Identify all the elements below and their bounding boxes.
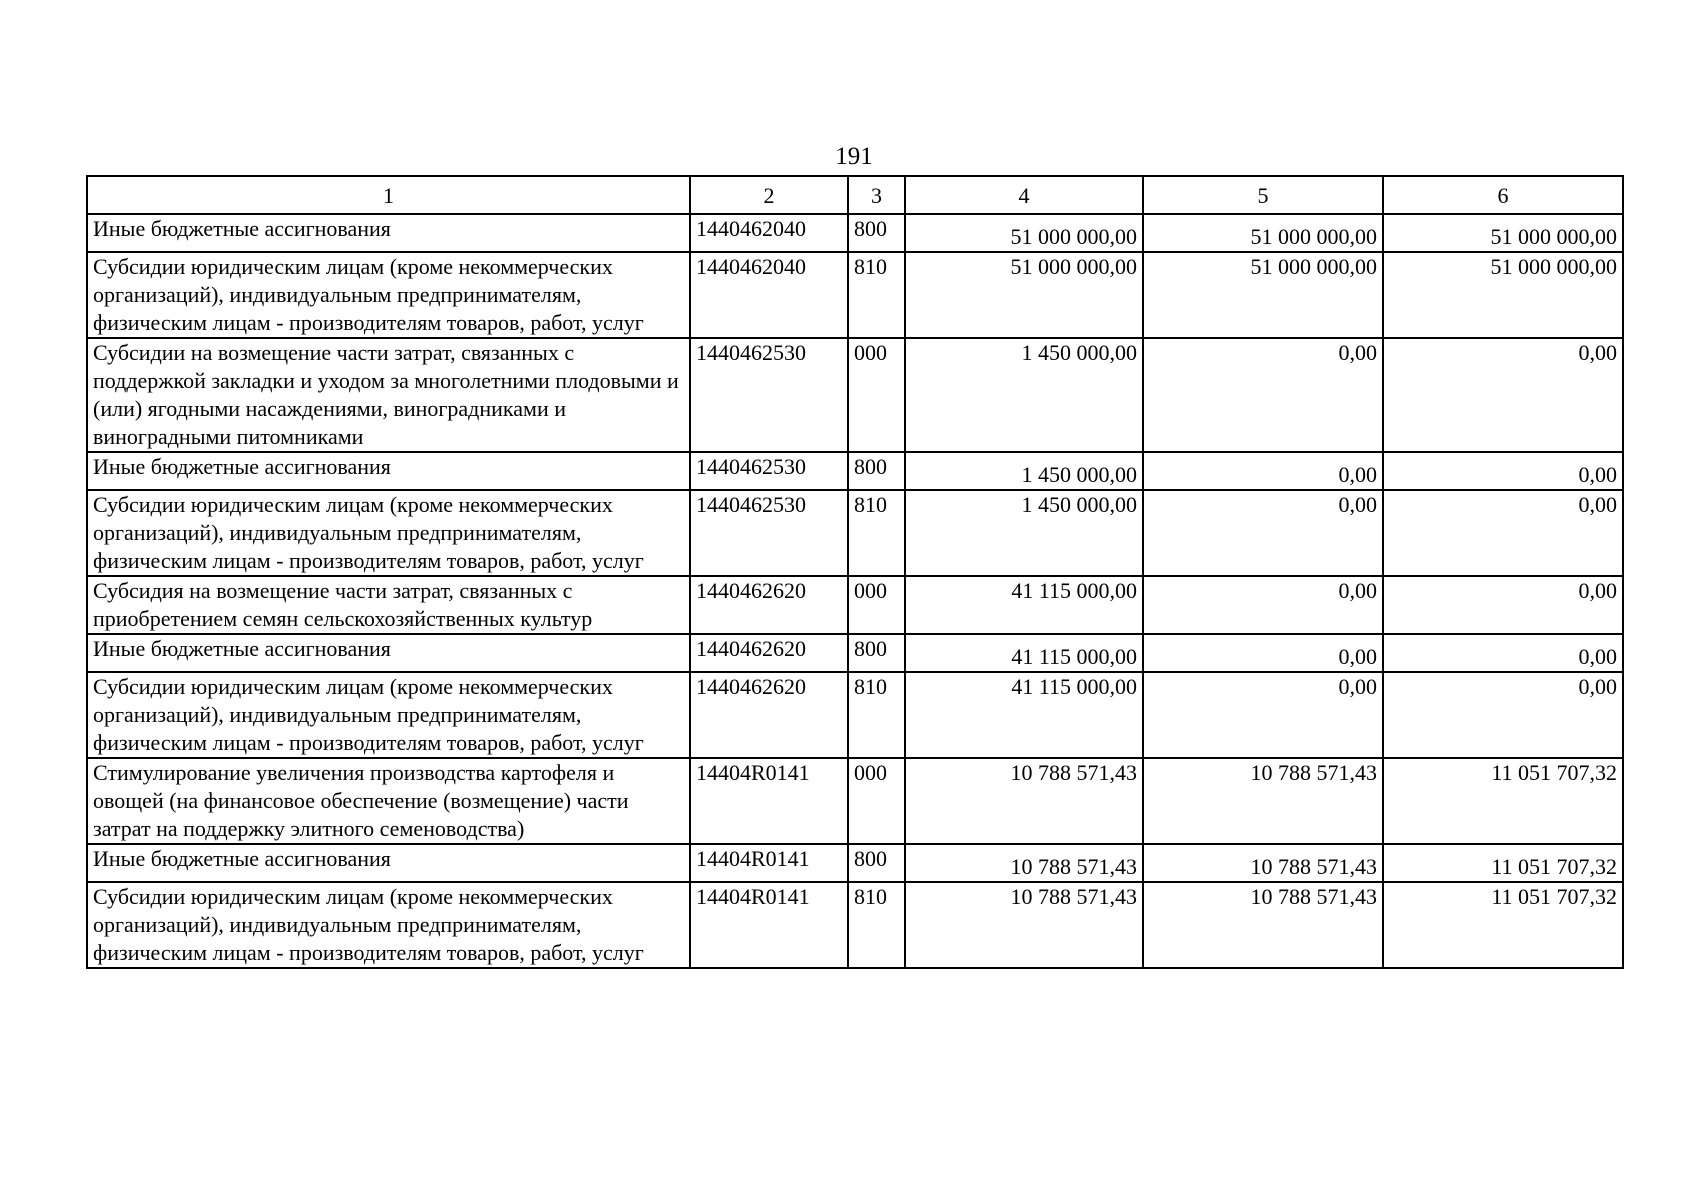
row-code: 14404R0141 (690, 758, 848, 844)
table-row (87, 882, 1623, 968)
row-code: 1440462530 (690, 338, 848, 452)
row-type: 810 (848, 882, 905, 968)
row-type: 810 (848, 672, 905, 758)
row-name: Стимулирование увеличения производства картофеля и овощей (на финансовое обеспечение (возмещение) части затрат на поддержку элитного семеноводства) (87, 758, 690, 844)
row-amount-1: 1 450 000,00 (905, 338, 1143, 452)
row-amount-3: 0,00 (1383, 634, 1623, 672)
row-amount-2: 0,00 (1143, 452, 1383, 490)
row-name: Субсидия на возмещение части затрат, связанных с приобретением семян сельскохозяйственных культур (87, 576, 690, 634)
page-number: 191 (835, 143, 873, 170)
header-col-5: 5 (1143, 176, 1383, 214)
row-amount-1: 1 450 000,00 (905, 452, 1143, 490)
table-row (87, 758, 1623, 844)
row-type: 000 (848, 758, 905, 844)
header-col-2: 2 (690, 176, 848, 214)
row-amount-3: 0,00 (1383, 672, 1623, 758)
row-amount-2: 0,00 (1143, 490, 1383, 576)
row-amount-1: 41 115 000,00 (905, 672, 1143, 758)
row-name: Субсидии юридическим лицам (кроме некоммерческих организаций), индивидуальным предпринимателям, физическим лицам - производителям товаров, работ, услуг (87, 882, 690, 968)
table-row (87, 576, 1623, 634)
table-row (87, 672, 1623, 758)
table-row (87, 252, 1623, 338)
row-amount-2: 0,00 (1143, 338, 1383, 452)
row-code: 1440462040 (690, 252, 848, 338)
row-name: Субсидии юридическим лицам (кроме некоммерческих организаций), индивидуальным предпринимателям, физическим лицам - производителям товаров, работ, услуг (87, 490, 690, 576)
row-name: Иные бюджетные ассигнования (87, 634, 690, 672)
row-type: 810 (848, 490, 905, 576)
row-code: 1440462620 (690, 576, 848, 634)
row-amount-3: 11 051 707,32 (1383, 758, 1623, 844)
row-amount-3: 0,00 (1383, 576, 1623, 634)
row-amount-1: 41 115 000,00 (905, 576, 1143, 634)
table-row (87, 490, 1623, 576)
budget-table (86, 175, 1624, 969)
table-row (87, 214, 1623, 252)
row-amount-3: 0,00 (1383, 452, 1623, 490)
row-amount-1: 10 788 571,43 (905, 844, 1143, 882)
row-amount-3: 11 051 707,32 (1383, 844, 1623, 882)
row-name: Иные бюджетные ассигнования (87, 452, 690, 490)
row-name: Субсидии на возмещение части затрат, связанных с поддержкой закладки и уходом за многолетними плодовыми и (или) ягодными насаждениями, виноградниками и виноградными питомниками (87, 338, 690, 452)
row-name: Субсидии юридическим лицам (кроме некоммерческих организаций), индивидуальным предпринимателям, физическим лицам - производителям товаров, работ, услуг (87, 672, 690, 758)
row-amount-3: 51 000 000,00 (1383, 252, 1623, 338)
row-code: 1440462530 (690, 490, 848, 576)
row-amount-1: 41 115 000,00 (905, 634, 1143, 672)
header-col-1: 1 (87, 176, 690, 214)
row-amount-2: 10 788 571,43 (1143, 882, 1383, 968)
row-amount-1: 10 788 571,43 (905, 882, 1143, 968)
row-amount-3: 51 000 000,00 (1383, 214, 1623, 252)
row-name: Субсидии юридическим лицам (кроме некоммерческих организаций), индивидуальным предпринимателям, физическим лицам - производителям товаров, работ, услуг (87, 252, 690, 338)
row-amount-1: 1 450 000,00 (905, 490, 1143, 576)
row-amount-2: 10 788 571,43 (1143, 758, 1383, 844)
row-type: 000 (848, 338, 905, 452)
row-amount-3: 0,00 (1383, 490, 1623, 576)
row-name: Иные бюджетные ассигнования (87, 214, 690, 252)
table-row (87, 338, 1623, 452)
row-type: 800 (848, 844, 905, 882)
header-col-3: 3 (848, 176, 905, 214)
row-amount-3: 0,00 (1383, 338, 1623, 452)
row-amount-2: 10 788 571,43 (1143, 844, 1383, 882)
row-type: 800 (848, 214, 905, 252)
row-amount-2: 0,00 (1143, 576, 1383, 634)
row-type: 800 (848, 634, 905, 672)
header-col-6: 6 (1383, 176, 1623, 214)
row-code: 1440462040 (690, 214, 848, 252)
row-name: Иные бюджетные ассигнования (87, 844, 690, 882)
header-col-4: 4 (905, 176, 1143, 214)
row-amount-1: 10 788 571,43 (905, 758, 1143, 844)
row-amount-1: 51 000 000,00 (905, 252, 1143, 338)
header-row (87, 176, 1623, 214)
row-amount-2: 51 000 000,00 (1143, 252, 1383, 338)
row-amount-2: 0,00 (1143, 672, 1383, 758)
table-row (87, 844, 1623, 882)
row-code: 1440462620 (690, 672, 848, 758)
row-amount-1: 51 000 000,00 (905, 214, 1143, 252)
row-amount-3: 11 051 707,32 (1383, 882, 1623, 968)
table-row (87, 452, 1623, 490)
row-type: 800 (848, 452, 905, 490)
row-code: 14404R0141 (690, 882, 848, 968)
row-code: 1440462620 (690, 634, 848, 672)
row-type: 810 (848, 252, 905, 338)
row-amount-2: 51 000 000,00 (1143, 214, 1383, 252)
row-code: 1440462530 (690, 452, 848, 490)
row-type: 000 (848, 576, 905, 634)
row-amount-2: 0,00 (1143, 634, 1383, 672)
table-row (87, 634, 1623, 672)
row-code: 14404R0141 (690, 844, 848, 882)
